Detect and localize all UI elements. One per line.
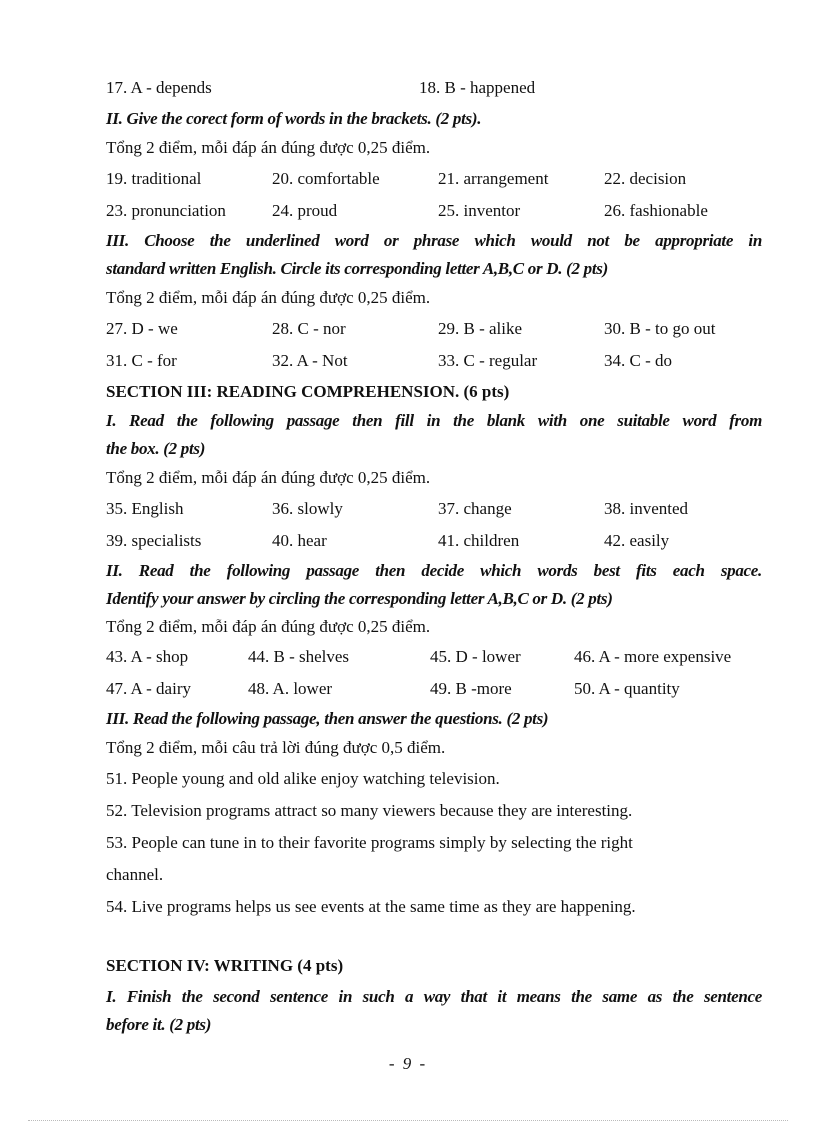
answer-sentence: 54. Live programs helps us see events at the same time as they are happening. xyxy=(106,897,636,916)
page-number: - 9 - xyxy=(388,1054,428,1073)
answer-item: 43. A - shop xyxy=(106,647,189,666)
answer-item: 25. inventor xyxy=(438,201,521,220)
answer-key-page xyxy=(106,74,762,1039)
answer-row xyxy=(106,345,762,377)
part3-score-note: Tổng 2 điểm, mỗi đáp án đúng được 0,25 điểm. xyxy=(106,288,431,307)
answer-item: 31. C - for xyxy=(106,351,177,370)
answer-sentence-continued: channel. xyxy=(106,865,164,884)
writing-part1-heading-line2: before it. (2 pts) xyxy=(106,1015,212,1034)
answer-item: 28. C - nor xyxy=(272,319,346,338)
answer-row xyxy=(106,195,762,227)
answer-item: 29. B - alike xyxy=(438,319,523,338)
reading-part1-heading-line1: I. Read the following passage then fill in the blank with one suitable word from xyxy=(106,411,762,430)
answer-row xyxy=(106,313,762,345)
answer-sentence: 52. Television programs attract so many viewers because they are interesting. xyxy=(106,801,633,820)
reading-part1-heading-line2: the box. (2 pts) xyxy=(106,439,206,458)
section3-title: SECTION III: READING COMPREHENSION. (6 pts) xyxy=(106,382,510,401)
answer-item: 40. hear xyxy=(272,531,327,550)
answer-item: 17. A - depends xyxy=(106,78,212,97)
answer-item: 26. fashionable xyxy=(604,201,708,220)
answer-row xyxy=(106,525,762,557)
answer-row xyxy=(106,641,762,673)
part2-heading: II. Give the corect form of words in the brackets. (2 pts). xyxy=(106,109,482,128)
answer-item: 27. D - we xyxy=(106,319,178,338)
answer-item: 35. English xyxy=(106,499,184,518)
answer-item: 46. A - more expensive xyxy=(574,647,732,666)
answer-item: 33. C - regular xyxy=(438,351,538,370)
reading-part2-heading-line2: Identify your answer by circling the corresponding letter A,B,C or D. (2 pts) xyxy=(106,589,613,608)
part3-heading-line2: standard written English. Circle its corresponding letter A,B,C or D. (2 pts) xyxy=(106,259,608,278)
answer-item: 24. proud xyxy=(272,201,338,220)
answer-item: 22. decision xyxy=(604,169,687,188)
answer-item: 48. A. lower xyxy=(248,679,333,698)
part3-heading-line1: III. Choose the underlined word or phrase which would not be appropriate in xyxy=(106,231,762,250)
answer-item: 45. D - lower xyxy=(430,647,521,666)
answer-item: 49. B -more xyxy=(430,679,512,698)
answer-item: 50. A - quantity xyxy=(574,679,680,698)
reading-part3-heading: III. Read the following passage, then answer the questions. (2 pts) xyxy=(106,709,549,728)
answer-item: 19. traditional xyxy=(106,169,202,188)
answer-row xyxy=(106,493,762,525)
answer-item: 41. children xyxy=(438,531,520,550)
answer-sentence: 53. People can tune in to their favorite programs simply by selecting the right xyxy=(106,833,633,852)
answer-item: 34. C - do xyxy=(604,351,672,370)
answer-row xyxy=(106,163,762,195)
answer-item: 21. arrangement xyxy=(438,169,549,188)
answer-item: 42. easily xyxy=(604,531,670,550)
answer-item: 23. pronunciation xyxy=(106,201,226,220)
answer-item: 37. change xyxy=(438,499,512,518)
reading-part3-score-note: Tổng 2 điểm, mỗi câu trả lời đúng được 0,5 điểm. xyxy=(106,738,446,757)
reading-part2-score-note: Tổng 2 điểm, mỗi đáp án đúng được 0,25 điểm. xyxy=(106,617,431,636)
writing-part1-heading-line1: I. Finish the second sentence in such a way that it means the same as the sentence xyxy=(106,987,762,1006)
answer-item: 30. B - to go out xyxy=(604,319,716,338)
answer-item: 18. B - happened xyxy=(419,78,536,97)
answer-item: 39. specialists xyxy=(106,531,202,550)
answer-row xyxy=(106,74,762,102)
reading-part2-heading-line1: II. Read the following passage then decide which words best fits each space. xyxy=(106,561,762,580)
section4-title: SECTION IV: WRITING (4 pts) xyxy=(106,956,344,975)
answer-item: 36. slowly xyxy=(272,499,343,518)
answer-item: 44. B - shelves xyxy=(248,647,350,666)
answer-row xyxy=(106,673,762,705)
answer-sentence: 51. People young and old alike enjoy watching television. xyxy=(106,769,500,788)
answer-item: 20. comfortable xyxy=(272,169,380,188)
reading-part1-score-note: Tổng 2 điểm, mỗi đáp án đúng được 0,25 điểm. xyxy=(106,468,431,487)
answer-item: 32. A - Not xyxy=(272,351,348,370)
page-bottom-divider xyxy=(28,1120,788,1121)
answer-item: 47. A - dairy xyxy=(106,679,191,698)
part2-score-note: Tổng 2 điểm, mỗi đáp án đúng được 0,25 điểm. xyxy=(106,138,431,157)
answer-item: 38. invented xyxy=(604,499,689,518)
